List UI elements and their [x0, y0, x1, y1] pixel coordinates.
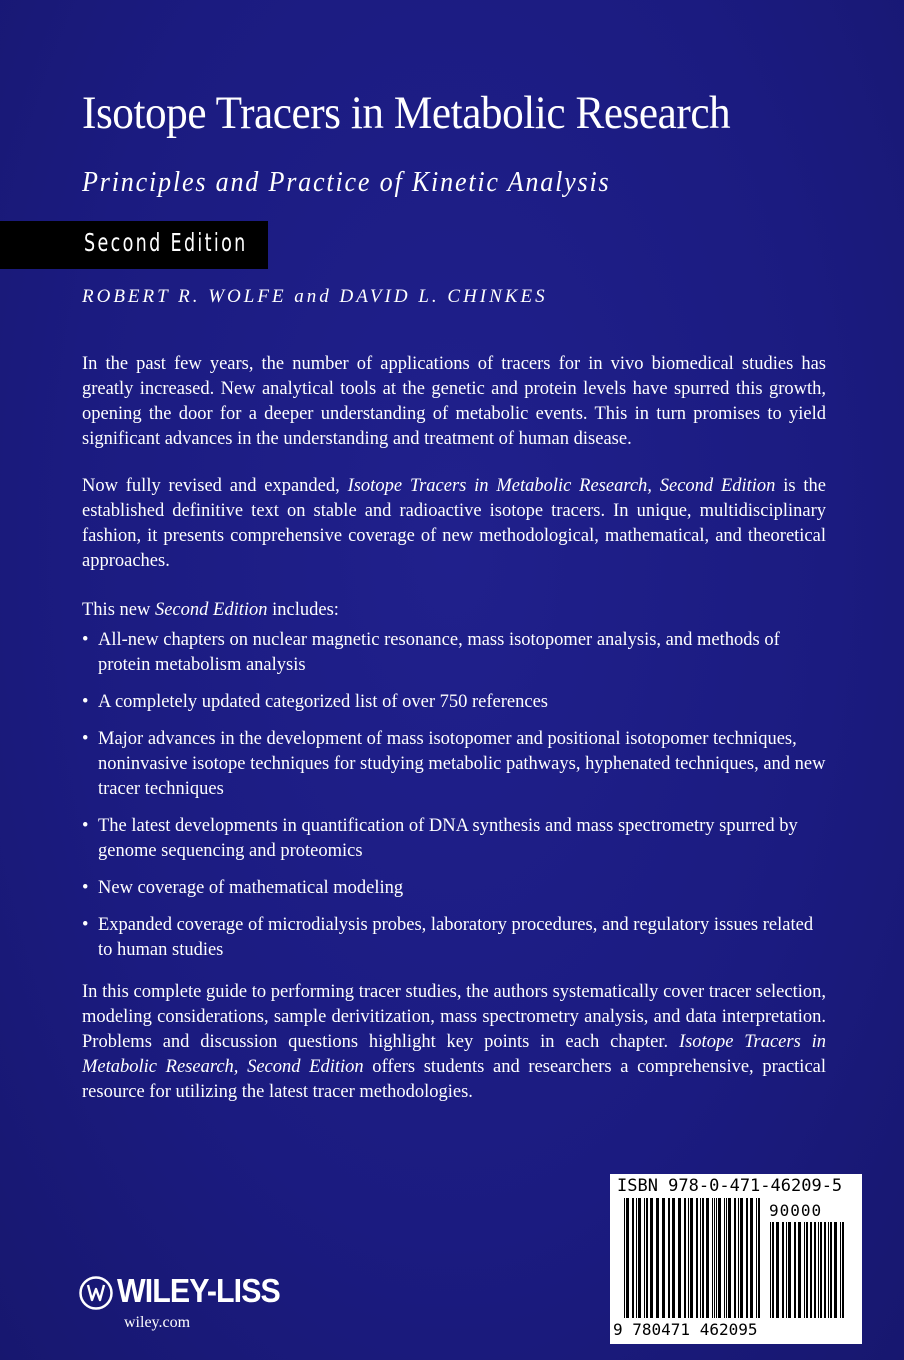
- barcode-bar: [626, 1198, 629, 1318]
- barcode-bar: [746, 1198, 748, 1318]
- isbn-barcode: [610, 1174, 862, 1344]
- barcode-bar: [636, 1198, 637, 1318]
- barcode-bar: [786, 1222, 787, 1318]
- barcode-bar: [690, 1198, 693, 1318]
- barcode-bar: [638, 1198, 641, 1318]
- barcode-bar: [656, 1198, 659, 1318]
- list-item: [82, 727, 826, 802]
- barcode-bar: [632, 1198, 634, 1318]
- barcode-bar: [756, 1198, 757, 1318]
- publisher-url: wiley.com: [124, 1314, 191, 1331]
- list-item-text: • A completely updated categorized list of over 750 references: [98, 692, 548, 712]
- edition-label: Second Edition: [84, 228, 248, 257]
- barcode-bar: [696, 1198, 698, 1318]
- book-subtitle: Principles and Practice of Kinetic Analysis: [82, 166, 611, 198]
- includes-rest: includes:: [267, 600, 339, 620]
- paragraph-2-rest: is the established definitive text on stable and radioactive isotope tracers. In unique, multidisciplinary fashion, it presents comprehensive coverage of new methodological, mathematical, and theoretical approaches.: [82, 476, 826, 571]
- publisher-logo: [79, 1272, 299, 1312]
- list-item: [82, 690, 826, 715]
- barcode-bar: [672, 1198, 675, 1318]
- barcode-bar: [712, 1198, 713, 1318]
- feature-list: [82, 628, 826, 975]
- wiley-logo-icon: [79, 1276, 113, 1310]
- barcode-bar: [624, 1198, 625, 1318]
- list-item: [82, 814, 826, 864]
- barcode-bar: [726, 1198, 727, 1318]
- paragraph-2-title-italic: Isotope Tracers in Metabolic Research, Second Edition: [347, 476, 776, 496]
- barcode-bar: [776, 1222, 779, 1318]
- barcode-bar: [814, 1222, 816, 1318]
- list-item: [82, 913, 826, 963]
- paragraph-4-rest: offers students and researchers a comprehensive, practical resource for utilizing the latest tracer methodologies.: [82, 1057, 827, 1102]
- barcode-bar: [644, 1198, 645, 1318]
- barcode-bar: [824, 1222, 826, 1318]
- list-item-text: • Major advances in the development of mass isotopomer and positional isotopomer techniques, noninvasive isotope techniques for studying metabolic pathways, hyphenated techniques, and new tracer techniques: [98, 729, 826, 799]
- barcode-bar: [718, 1198, 721, 1318]
- isbn-number: ISBN 978-0-471-46209-5: [617, 1176, 843, 1196]
- description-paragraph-2: [82, 474, 826, 574]
- barcode-bar: [662, 1198, 665, 1318]
- barcode-bar: [828, 1222, 829, 1318]
- barcode-bar: [700, 1198, 701, 1318]
- description-paragraph-1: In the past few years, the number of applications of tracers for in vivo biomedical studies has greatly increased. New analytical tools at the genetic and protein levels have spurred this growth, opening the door for a deeper understanding of metabolic events. This in turn promises to yield significant advances in the understanding and treatment of human disease.: [82, 354, 826, 449]
- barcode-bar: [724, 1198, 725, 1318]
- barcode-bar: [804, 1222, 805, 1318]
- barcode-bar: [706, 1198, 709, 1318]
- barcode-bar: [770, 1222, 771, 1318]
- paragraph-4-lead: In this complete guide to performing tracer studies, the authors systematically cover tracer selection, modeling considerations, sample derivitization, mass spectrometry analysis, and data interpretation. Problems and discussion questions highlight key points in each chapter.: [82, 982, 826, 1052]
- book-title: Isotope Tracers in Metabolic Research: [82, 87, 731, 139]
- barcode-bar: [728, 1198, 731, 1318]
- description-paragraph-4: [82, 980, 826, 1105]
- barcode-bar: [794, 1222, 796, 1318]
- list-item: [82, 876, 826, 901]
- barcode-bar: [688, 1198, 689, 1318]
- barcode-digits: 9 780471 462095: [613, 1320, 758, 1339]
- barcode-bar: [798, 1222, 801, 1318]
- barcode-bar: [772, 1222, 774, 1318]
- barcode-bar: [810, 1222, 812, 1318]
- barcode-bar: [714, 1198, 715, 1318]
- barcode-bar: [716, 1198, 717, 1318]
- authors: ROBERT R. WOLFE and DAVID L. CHINKES: [82, 286, 548, 307]
- list-item-text: • The latest developments in quantification of DNA synthesis and mass spectrometry spurred by genome sequencing and proteomics: [98, 816, 798, 861]
- price-code: 90000: [769, 1201, 823, 1220]
- barcode-bar: [678, 1198, 681, 1318]
- barcode-bar: [834, 1222, 837, 1318]
- list-item: [82, 628, 826, 678]
- barcode-bar: [684, 1198, 686, 1318]
- barcode-bar: [750, 1198, 753, 1318]
- barcode-bar: [842, 1222, 844, 1318]
- barcode-bar: [734, 1198, 736, 1318]
- publisher-name: WILEY-LISS: [117, 1272, 280, 1309]
- barcode-bar: [788, 1222, 791, 1318]
- barcode-bar: [646, 1198, 648, 1318]
- barcode-bar: [668, 1198, 670, 1318]
- list-item-text: • All-new chapters on nuclear magnetic resonance, mass isotopomer analysis, and methods of protein metabolism analysis: [98, 630, 780, 675]
- barcode-bar: [782, 1222, 784, 1318]
- barcode-bar: [758, 1198, 760, 1318]
- barcode-bar: [830, 1222, 832, 1318]
- barcode-bar: [740, 1198, 743, 1318]
- includes-intro: [82, 598, 826, 623]
- barcode-bar: [702, 1198, 704, 1318]
- list-item-text: • New coverage of mathematical modeling: [98, 878, 404, 898]
- paragraph-4-title-italic: Isotope Tracers in Metabolic Research, Second Edition: [82, 1032, 826, 1077]
- barcode-bar: [738, 1198, 739, 1318]
- list-item-text: • Expanded coverage of microdialysis probes, laboratory procedures, and regulatory issues related to human studies: [98, 915, 814, 960]
- paragraph-2-lead: Now fully revised and expanded,: [82, 476, 348, 496]
- barcode-graphic: [610, 1174, 862, 1344]
- includes-italic: Second Edition: [154, 600, 268, 620]
- barcode-bar: [650, 1198, 653, 1318]
- barcode-bar: [840, 1222, 841, 1318]
- barcode-bar: [806, 1222, 808, 1318]
- includes-lead: This new: [82, 600, 155, 620]
- barcode-bar: [820, 1222, 822, 1318]
- barcode-bar: [818, 1222, 819, 1318]
